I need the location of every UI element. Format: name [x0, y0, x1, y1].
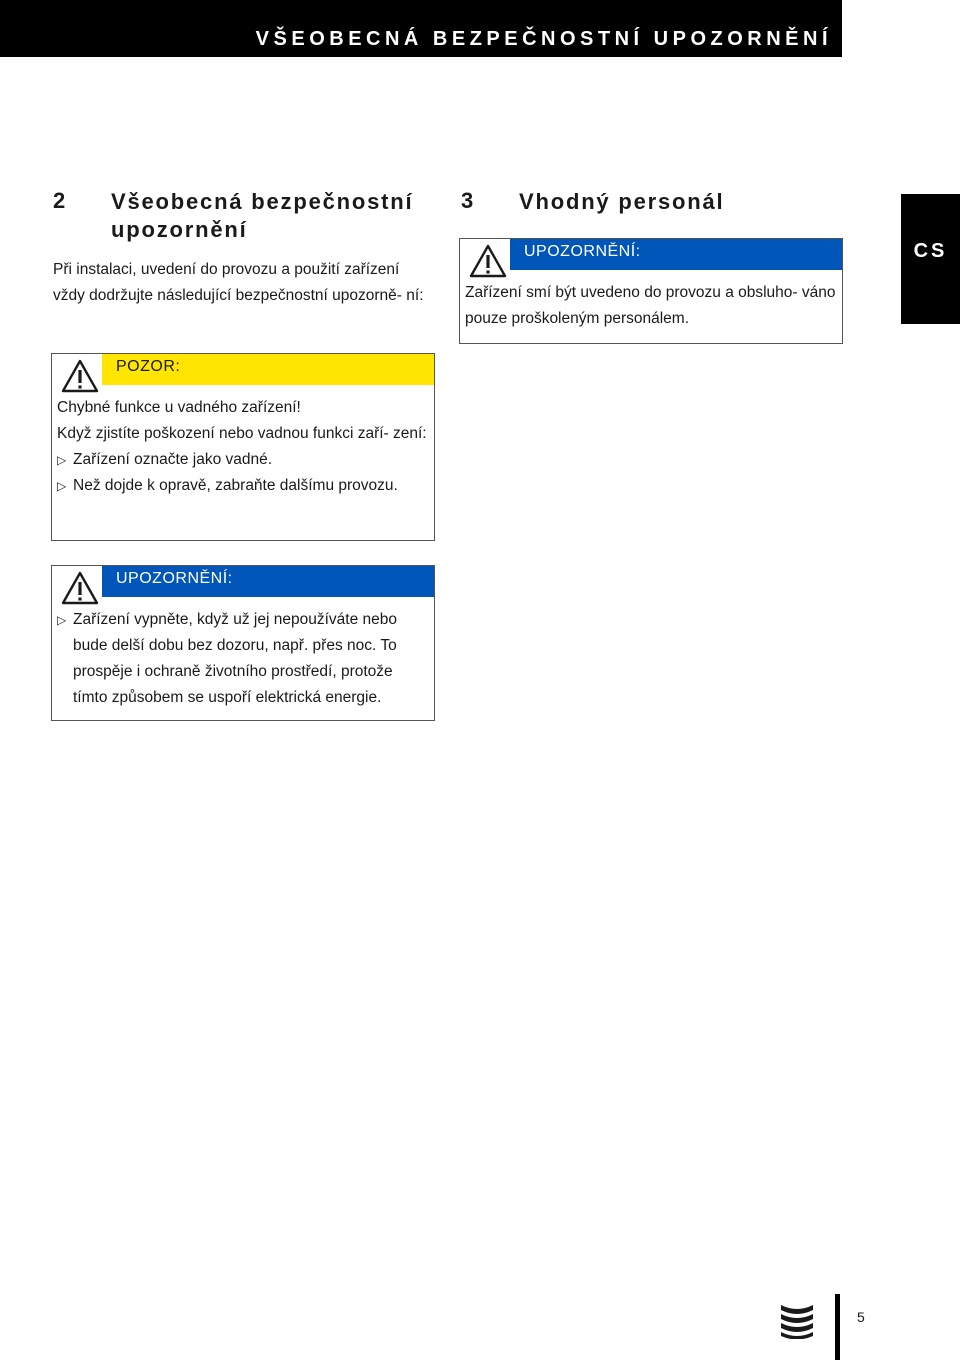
section-intro: Při instalaci, uvedení do provozu a použití zařízení vždy dodržujte následující bezpečnostní upozorně- ní:: [53, 261, 424, 304]
list-item-text: Zařízení označte jako vadné.: [73, 451, 273, 468]
caution-text-2: Když zjistíte poškození nebo vadnou funkci zaří- zení:: [57, 425, 427, 442]
note-body: [460, 270, 842, 332]
section-general-safety: [53, 188, 433, 309]
footer-divider: [835, 1294, 840, 1360]
note-body: [52, 597, 434, 711]
language-tab: [901, 194, 960, 324]
section-number: 3: [461, 188, 474, 213]
warning-triangle-icon: [60, 358, 100, 394]
section-heading: [461, 188, 846, 216]
header-title: VŠEOBECNÁ BEZPEČNOSTNÍ UPOZORNĚNÍ: [255, 28, 832, 50]
note-box-switch-off: [51, 565, 435, 721]
note-text: Zařízení smí být uvedeno do provozu a obsluho- váno pouze proškoleným personálem.: [465, 284, 836, 327]
note-label: UPOZORNĚNÍ:: [116, 570, 233, 587]
caution-body: [52, 385, 434, 499]
section-title: Všeobecná bezpečnostní upozornění: [111, 189, 414, 242]
list-item-text: Než dojde k opravě, zabraňte dalšímu provozu.: [73, 477, 398, 494]
caution-text-1: Chybné funkce u vadného zařízení!: [57, 399, 301, 416]
bullet-triangle-icon: ▷: [57, 453, 67, 467]
header-bar: [0, 0, 842, 57]
warning-triangle-icon: [60, 570, 100, 606]
caution-header: [52, 354, 434, 385]
section-heading: [53, 188, 433, 244]
list-item: [57, 607, 430, 711]
note-header: [52, 566, 434, 597]
page-number: 5: [857, 1309, 865, 1325]
language-tab-label: CS: [913, 240, 948, 262]
note-header: [460, 239, 842, 270]
list-item: [57, 447, 430, 473]
bullet-triangle-icon: ▷: [57, 479, 67, 493]
list-item: [57, 473, 430, 499]
section-title: Vhodný personál: [519, 189, 725, 214]
section-number: 2: [53, 188, 66, 213]
note-box-personnel: [459, 238, 843, 344]
brand-logo-icon: [779, 1301, 815, 1339]
section-suitable-personnel: [461, 188, 846, 216]
caution-label: POZOR:: [116, 358, 181, 375]
warning-triangle-icon: [468, 243, 508, 279]
note-label: UPOZORNĚNÍ:: [524, 243, 641, 260]
list-item-text: Zařízení vypněte, když už jej nepoužíváte nebo bude delší dobu bez dozoru, např. přes noc. To prospěje i ochraně životního prostředí, protože tímto způsobem se uspoří elektrická energie.: [73, 611, 397, 706]
caution-box: [51, 353, 435, 541]
bullet-triangle-icon: ▷: [57, 613, 67, 627]
